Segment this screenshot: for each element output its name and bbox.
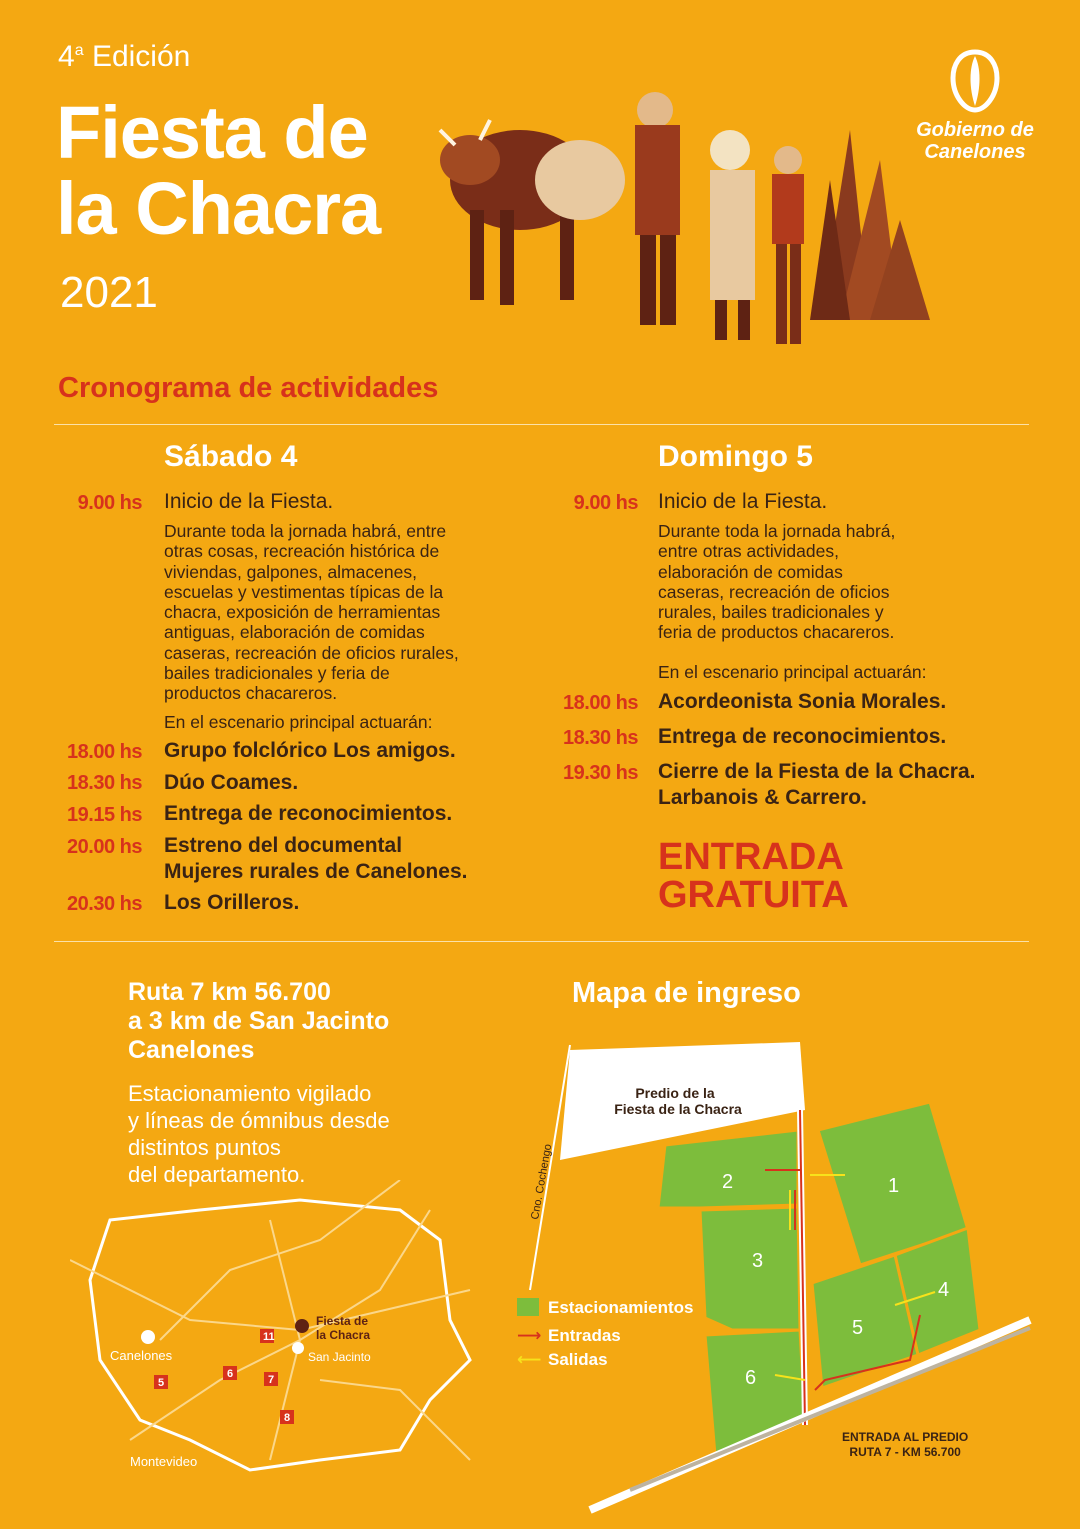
saturday-event-time: 18.00 hs <box>67 741 142 763</box>
saturday-event-time: 19.15 hs <box>67 804 142 826</box>
entry-arrow-icon: ⟶ <box>517 1326 542 1345</box>
entry-map-title: Mapa de ingreso <box>572 977 801 1009</box>
sunday-start-label: Inicio de la Fiesta. <box>658 490 828 513</box>
montevideo-label: Montevideo <box>130 1454 198 1469</box>
entry-label-line-2: RUTA 7 - KM 56.700 <box>849 1445 961 1459</box>
divider-bottom <box>54 941 1029 942</box>
san-jacinto-marker <box>292 1342 304 1354</box>
description-line: bailes tradicionales y feria de <box>164 663 390 684</box>
free-entry-line-2: GRATUITA <box>658 874 849 916</box>
lot-number-3: 3 <box>752 1250 764 1272</box>
event-line: Estreno del documental <box>164 834 403 857</box>
parking-line: del departamento. <box>128 1162 306 1187</box>
schedule-title: Cronograma de actividades <box>58 372 439 404</box>
saturday-start-time: 9.00 hs <box>77 492 142 514</box>
saturday-event-time: 18.30 hs <box>67 772 142 794</box>
legend-exits: Salidas <box>548 1350 608 1369</box>
title-line-1: Fiesta de <box>56 91 368 174</box>
lot-number-1: 1 <box>888 1175 900 1197</box>
route-label: 6 <box>227 1368 234 1380</box>
description-line: viviendas, galpones, almacenes, <box>164 561 417 582</box>
description-line: entre otras actividades, <box>658 541 839 562</box>
san-jacinto-label: San Jacinto <box>308 1350 371 1364</box>
canelones-emblem-icon <box>949 48 1001 114</box>
saturday-event: Entrega de reconocimientos. <box>164 802 453 825</box>
edition-word: Edición <box>91 40 191 73</box>
address-block <box>128 978 389 1065</box>
farmer-man <box>635 92 680 325</box>
description-line: Durante toda la jornada habrá, entre <box>164 521 447 541</box>
sunday-event-time: 18.00 hs <box>563 692 638 714</box>
route-label: 8 <box>284 1412 291 1424</box>
description-line: caseras, recreación de oficios rurales, <box>164 642 459 663</box>
predio-label-1: Predio de la <box>635 1085 715 1101</box>
logo-line-1: Gobierno de <box>916 119 1034 141</box>
predio-label-2: Fiesta de la Chacra <box>614 1101 742 1117</box>
fiesta-marker <box>295 1319 309 1333</box>
title-line-2: la Chacra <box>56 167 381 250</box>
route-label: 5 <box>158 1377 165 1389</box>
event-year: 2021 <box>60 268 158 317</box>
fiesta-map-label-2: la Chacra <box>316 1328 371 1342</box>
fiesta-map-label-1: Fiesta de <box>316 1314 369 1328</box>
canelones-marker <box>141 1330 155 1344</box>
saturday-description <box>164 521 459 704</box>
lot-number-2: 2 <box>722 1171 734 1193</box>
description-line: chacra, exposición de herramientas <box>164 602 441 623</box>
parking-line: Estacionamiento vigilado <box>128 1081 372 1106</box>
description-line: elaboración de comidas <box>658 561 843 582</box>
description-line: escuelas y vestimentas típicas de la <box>164 581 444 602</box>
parking-lot-3 <box>700 1207 800 1330</box>
sunday-start-time: 9.00 hs <box>573 492 638 514</box>
saturday-stage-intro: En el escenario principal actuarán: <box>164 712 433 732</box>
edition-label <box>58 40 190 74</box>
legend-parking-swatch <box>517 1298 539 1316</box>
saturday-event <box>164 833 467 885</box>
lot-number-6: 6 <box>745 1367 757 1389</box>
exit-arrow-icon: ⟵ <box>517 1350 542 1369</box>
parking-line: distintos puntos <box>128 1135 281 1160</box>
edition-number: 4 <box>58 40 75 73</box>
description-line: Durante toda la jornada habrá, <box>658 521 896 541</box>
saturday-event: Grupo folclórico Los amigos. <box>164 739 456 762</box>
entry-point-label <box>842 1430 968 1460</box>
saturday-start-label: Inicio de la Fiesta. <box>164 490 334 513</box>
description-line: otras cosas, recreación histórica de <box>164 541 440 562</box>
description-line: feria de productos chacareros. <box>658 622 895 643</box>
sunday-description <box>658 521 895 643</box>
address-line: Ruta 7 km 56.700 <box>128 978 331 1006</box>
free-entry-line-1: ENTRADA <box>658 836 844 878</box>
divider-top <box>54 424 1029 425</box>
page-title <box>56 91 381 250</box>
gobierno-logo <box>905 48 1045 163</box>
address-line: a 3 km de San Jacinto <box>128 1007 390 1035</box>
farm-illustration <box>430 70 970 360</box>
logo-line-2: Canelones <box>924 141 1026 163</box>
cochengo-label: Cno. Cochengo <box>529 1143 555 1221</box>
description-line: productos chacareros. <box>164 683 338 704</box>
sunday-event: Entrega de reconocimientos. <box>658 725 947 748</box>
farmer-child <box>772 146 804 344</box>
parking-info <box>128 1080 390 1188</box>
lot-number-5: 5 <box>852 1317 864 1339</box>
sunday-event: Acordeonista Sonia Morales. <box>658 690 947 713</box>
entry-label-line-1: ENTRADA AL PREDIO <box>842 1430 969 1444</box>
sunday-event <box>658 759 975 811</box>
legend-entries: Entradas <box>548 1326 621 1345</box>
edition-ordinal: a <box>74 42 84 59</box>
saturday-heading: Sábado 4 <box>164 440 298 473</box>
region-map <box>70 1180 490 1500</box>
event-line: Larbanois & Carrero. <box>658 786 867 809</box>
free-entry-badge <box>658 838 849 914</box>
event-line: Cierre de la Fiesta de la Chacra. <box>658 760 976 783</box>
sunday-event-time: 19.30 hs <box>563 762 638 784</box>
sunday-stage-intro: En el escenario principal actuarán: <box>658 662 927 682</box>
description-line: antiguas, elaboración de comidas <box>164 622 425 643</box>
address-line: Canelones <box>128 1036 255 1064</box>
description-line: rurales, bailes tradicionales y <box>658 602 884 623</box>
canelones-label: Canelones <box>110 1348 173 1363</box>
saturday-event-time: 20.00 hs <box>67 836 142 858</box>
parking-line: y líneas de ómnibus desde <box>128 1108 390 1133</box>
lot-number-4: 4 <box>938 1279 950 1301</box>
ox-figure <box>440 120 625 305</box>
saturday-event-time: 20.30 hs <box>67 893 142 915</box>
sunday-heading: Domingo 5 <box>658 440 813 473</box>
sunday-event-time: 18.30 hs <box>563 727 638 749</box>
legend-parking: Estacionamientos <box>548 1298 694 1317</box>
description-line: caseras, recreación de oficios <box>658 581 890 602</box>
route-label: 7 <box>268 1374 275 1386</box>
event-line: Mujeres rurales de Canelones. <box>164 860 468 883</box>
saturday-event: Dúo Coames. <box>164 771 299 794</box>
route-label: 11 <box>263 1331 275 1343</box>
saturday-event: Los Orilleros. <box>164 891 300 914</box>
farmer-woman <box>710 130 755 340</box>
